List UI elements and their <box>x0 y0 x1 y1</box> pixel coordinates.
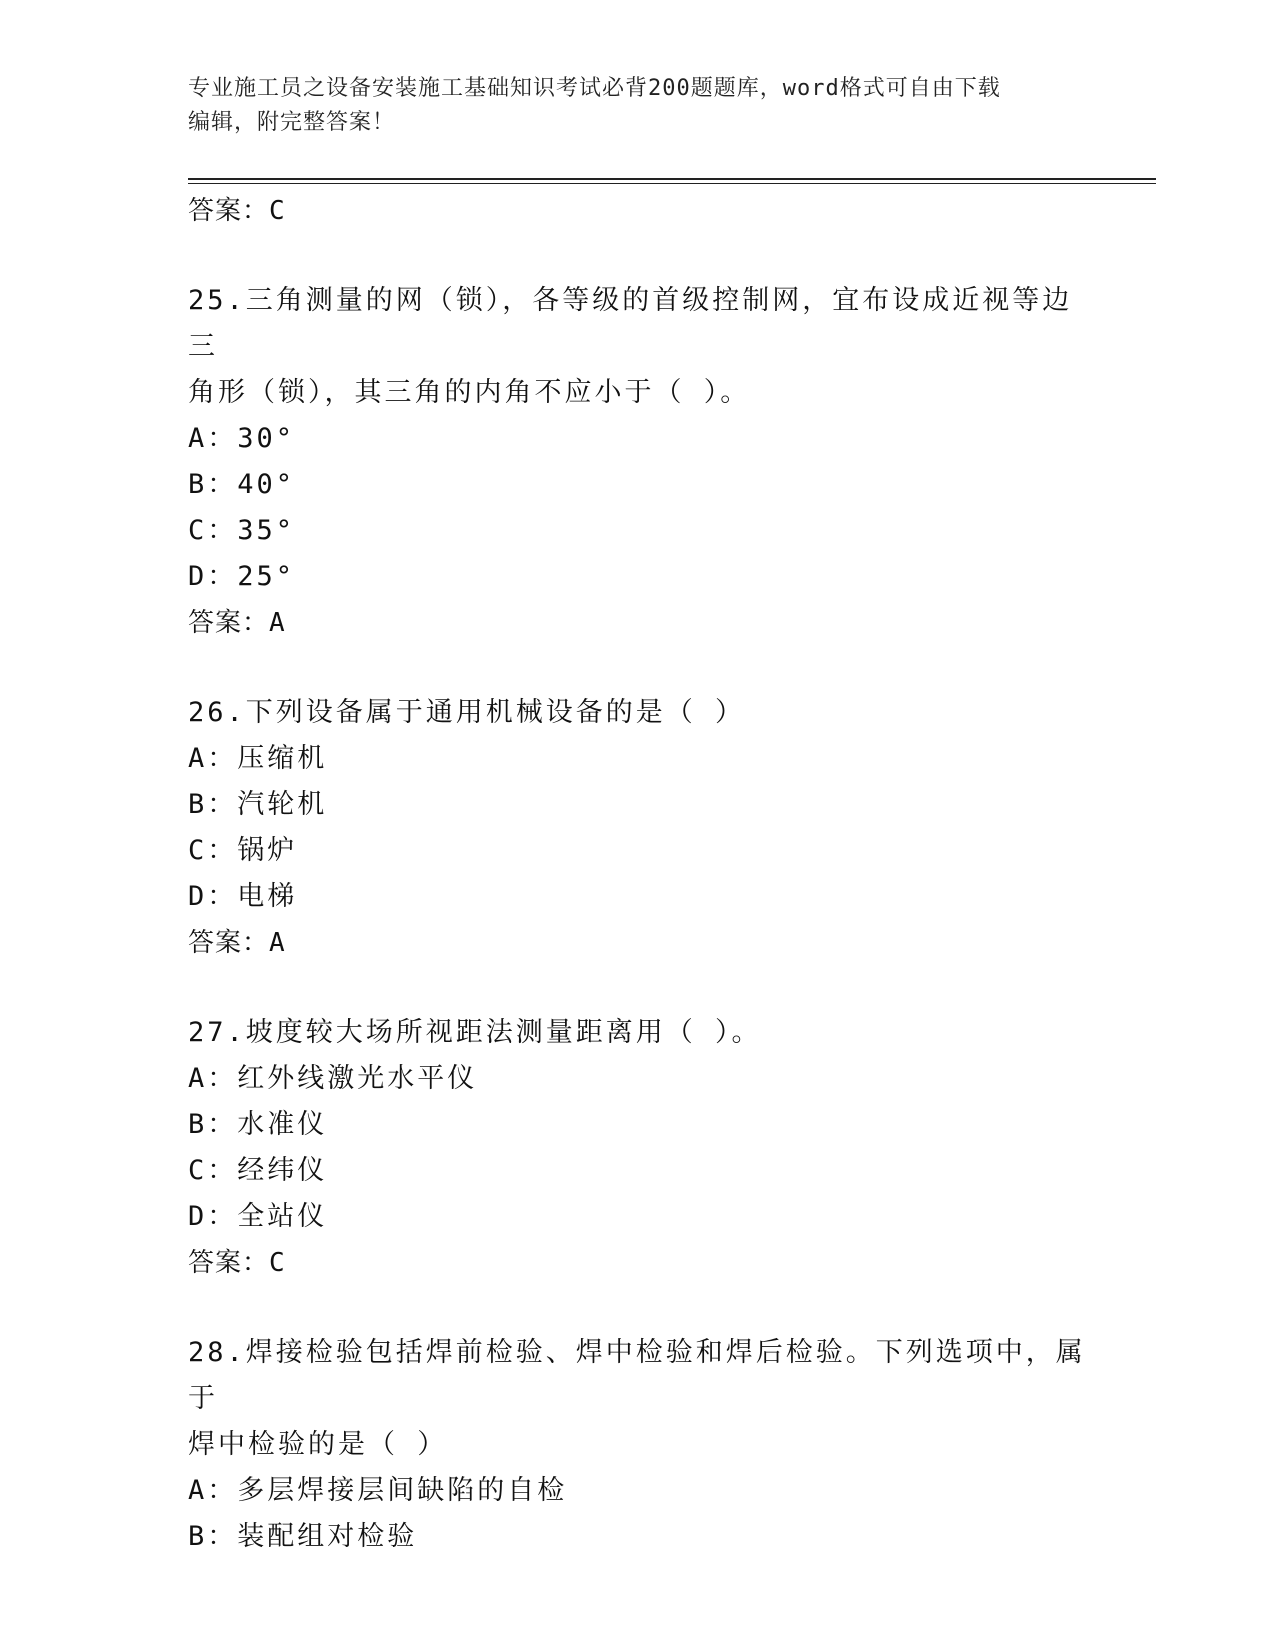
option-b: B：40° <box>188 469 296 500</box>
option-b: B：汽轮机 <box>188 789 328 820</box>
question-stem-continued: 角形（锁），其三角的内角不应小于（ ）。 <box>188 377 751 408</box>
spacer <box>188 966 1088 1010</box>
spacer <box>188 1286 1088 1330</box>
spacer <box>188 234 1088 278</box>
question-stem: 28.焊接检验包括焊前检验、焊中检验和焊后检验。下列选项中，属于 <box>188 1337 1086 1414</box>
header-divider <box>188 178 1156 184</box>
option-c: C：锅炉 <box>188 835 298 866</box>
previous-answer: 答案：C <box>188 196 286 226</box>
option-d: D：全站仪 <box>188 1201 328 1232</box>
question-28 <box>188 1330 1088 1560</box>
page-header <box>188 72 1088 140</box>
question-stem: 26.下列设备属于通用机械设备的是（ ） <box>188 697 746 728</box>
question-stem-continued: 焊中检验的是（ ） <box>188 1429 448 1460</box>
header-line-1: 专业施工员之设备安装施工基础知识考试必背200题题库，word格式可自由下载 <box>188 76 1001 101</box>
question-26 <box>188 690 1088 966</box>
answer-line: 答案：A <box>188 928 286 958</box>
question-stem: 27.坡度较大场所视距法测量距离用（ ）。 <box>188 1017 762 1048</box>
option-c: C：35° <box>188 515 296 546</box>
option-a: A：30° <box>188 423 296 454</box>
answer-line: 答案：A <box>188 608 286 638</box>
option-b: B：水准仪 <box>188 1109 328 1140</box>
option-a: A：压缩机 <box>188 743 328 774</box>
document-body <box>188 188 1088 1560</box>
question-27 <box>188 1010 1088 1286</box>
option-a: A：红外线激光水平仪 <box>188 1063 478 1094</box>
option-a: A：多层焊接层间缺陷的自检 <box>188 1475 568 1506</box>
question-25 <box>188 278 1088 646</box>
option-b: B：装配组对检验 <box>188 1521 418 1552</box>
option-d: D：电梯 <box>188 881 298 912</box>
option-c: C：经纬仪 <box>188 1155 328 1186</box>
spacer <box>188 646 1088 690</box>
option-d: D：25° <box>188 561 296 592</box>
question-stem: 25.三角测量的网（锁），各等级的首级控制网，宜布设成近视等边三 <box>188 285 1073 362</box>
answer-line: 答案：C <box>188 1248 286 1278</box>
header-line-2: 编辑，附完整答案！ <box>188 110 396 135</box>
